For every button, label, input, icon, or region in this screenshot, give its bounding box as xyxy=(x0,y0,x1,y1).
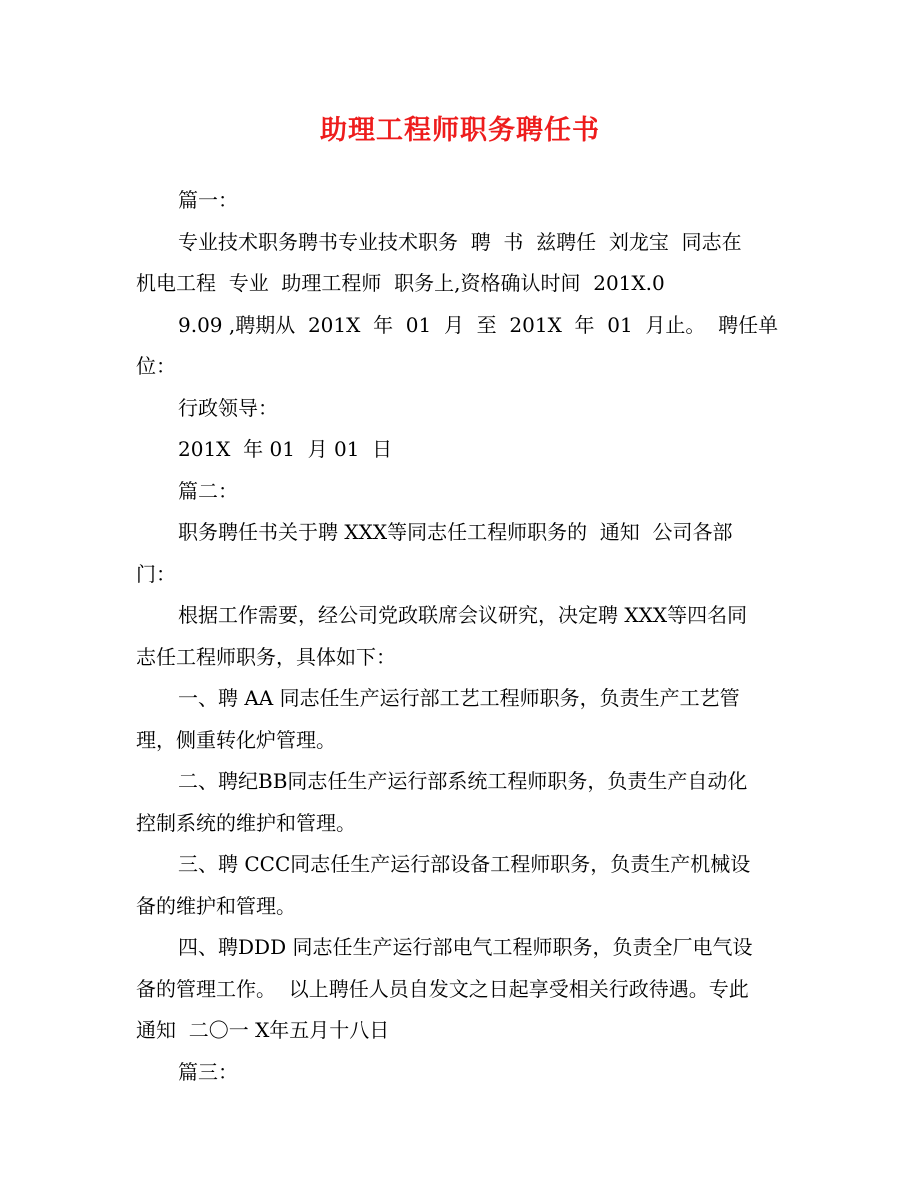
text-line: 备的管理工作。 以上聘任人员自发文之日起享受相关行政待遇。专此 xyxy=(136,976,749,1001)
text-line: 篇三： xyxy=(178,1059,238,1084)
text-line: 201X 年 01 月 01 日 xyxy=(178,437,393,461)
text-line: 三、聘 CCC同志任生产运行部设备工程师职务，负责生产机械设 xyxy=(178,852,751,876)
text-line: 门： xyxy=(136,561,176,586)
text-line: 根据工作需要，经公司党政联席会议研究，决定聘 XXX等四名同 xyxy=(178,603,748,627)
text-line: 位： xyxy=(136,354,176,378)
text-line: 四、聘DDD 同志任生产运行部电气工程师职务，负责全厂电气设 xyxy=(178,935,753,959)
text-line: 一、聘 AA 同志任生产运行部工艺工程师职务，负责生产工艺管 xyxy=(178,686,740,710)
text-line: 篇二： xyxy=(178,478,238,503)
text-line: 控制系统的维护和管理。 xyxy=(136,810,356,835)
document-body xyxy=(136,180,786,1093)
text-line: 职务聘任书关于聘 XXX等同志任工程师职务的 通知 公司各部 xyxy=(178,520,733,544)
text-line: 专业技术职务聘书专业技术职务 聘 书 兹聘任 刘龙宝 同志在 xyxy=(178,229,742,254)
text-line: 通知 二〇一 X年五月十八日 xyxy=(136,1018,390,1042)
text-line: 二、聘纪BB同志任生产运行部系统工程师职务，负责生产自动化 xyxy=(178,769,748,793)
text-line: 行政领导： xyxy=(178,395,278,420)
text-line: 机电工程 专业 助理工程师 职务上,资格确认时间 201X.0 xyxy=(136,271,665,295)
text-line: 9.09 ,聘期从 201X 年 01 月 至 201X 年 01 月止。 聘任单 xyxy=(178,312,779,337)
document-title: 助理工程师职务聘任书 xyxy=(320,115,600,146)
text-line: 志任工程师职务，具体如下： xyxy=(136,644,396,669)
text-line: 理，侧重转化炉管理。 xyxy=(136,727,336,752)
text-line: 备的维护和管理。 xyxy=(136,893,296,918)
text-line: 篇一： xyxy=(178,188,238,212)
